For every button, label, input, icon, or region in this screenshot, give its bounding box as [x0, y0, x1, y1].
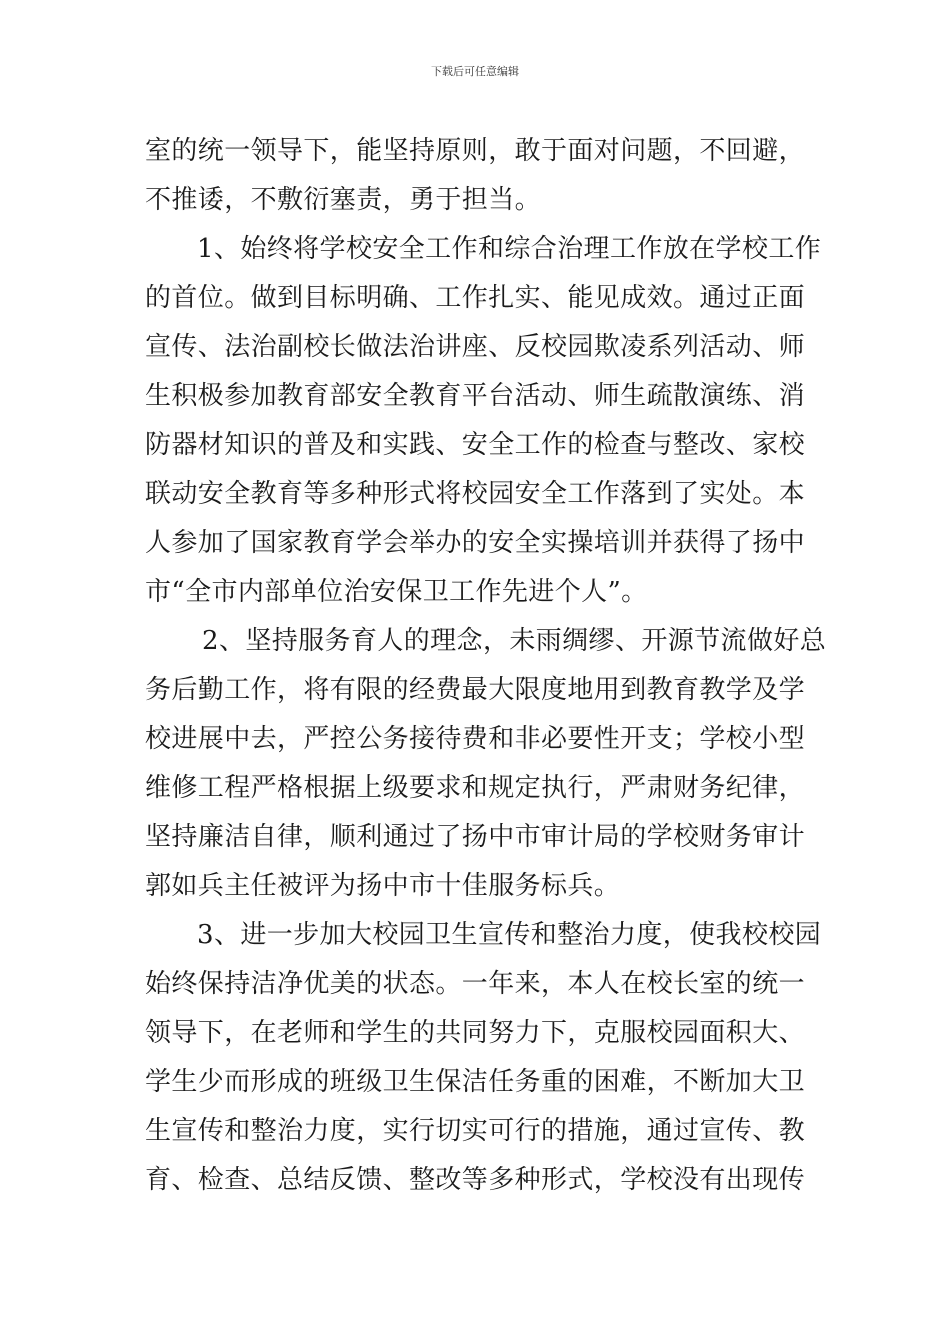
text-line: 室的统一领导下，能坚持原则，敢于面对问题，不回避，: [145, 136, 806, 166]
paragraph-start-line: 1、始终将学校安全工作和综合治理工作放在学校工作: [197, 234, 822, 264]
text-line: 防器材知识的普及和实践、安全工作的检查与整改、家校: [145, 430, 806, 460]
text-line: 郭如兵主任被评为扬中市十佳服务标兵。: [145, 871, 621, 901]
text-line: 的首位。做到目标明确、工作扎实、能见成效。通过正面: [145, 283, 806, 313]
text-line: 育、检查、总结反馈、整改等多种形式，学校没有出现传: [145, 1165, 806, 1195]
text-line: 市“全市内部单位治安保卫工作先进个人”。: [145, 577, 648, 607]
text-line: 领导下，在老师和学生的共同努力下，克服校园面积大、: [145, 1018, 806, 1048]
text-line: 维修工程严格根据上级要求和规定执行，严肃财务纪律，: [145, 773, 806, 803]
paragraph-start-line: 3、进一步加大校园卫生宣传和整治力度，使我校校园: [197, 920, 822, 950]
text-line: 生宣传和整治力度，实行切实可行的措施，通过宣传、教: [145, 1116, 806, 1146]
document-body: [145, 127, 827, 1205]
text-line: 人参加了国家教育学会举办的安全实操培训并获得了扬中: [145, 528, 806, 558]
text-line: 生积极参加教育部安全教育平台活动、师生疏散演练、消: [145, 381, 806, 411]
text-line: 学生少而形成的班级卫生保洁任务重的困难，不断加大卫: [145, 1067, 806, 1097]
text-line: 不推诿，不敷衍塞责，勇于担当。: [145, 185, 542, 215]
text-line: 宣传、法治副校长做法治讲座、反校园欺凌系列活动、师: [145, 332, 806, 362]
text-line: 务后勤工作，将有限的经费最大限度地用到教育教学及学: [145, 675, 806, 705]
page-header-note: 下载后可任意编辑: [431, 65, 519, 78]
text-line: 校进展中去，严控公务接待费和非必要性开支；学校小型: [145, 724, 806, 754]
text-line: 坚持廉洁自律，顺利通过了扬中市审计局的学校财务审计: [145, 822, 806, 852]
paragraph-start-line: 2、坚持服务育人的理念，未雨绸缪、开源节流做好总: [202, 626, 827, 656]
text-line: 联动安全教育等多种形式将校园安全工作落到了实处。本: [145, 479, 806, 509]
text-line: 始终保持洁净优美的状态。一年来，本人在校长室的统一: [145, 969, 806, 999]
